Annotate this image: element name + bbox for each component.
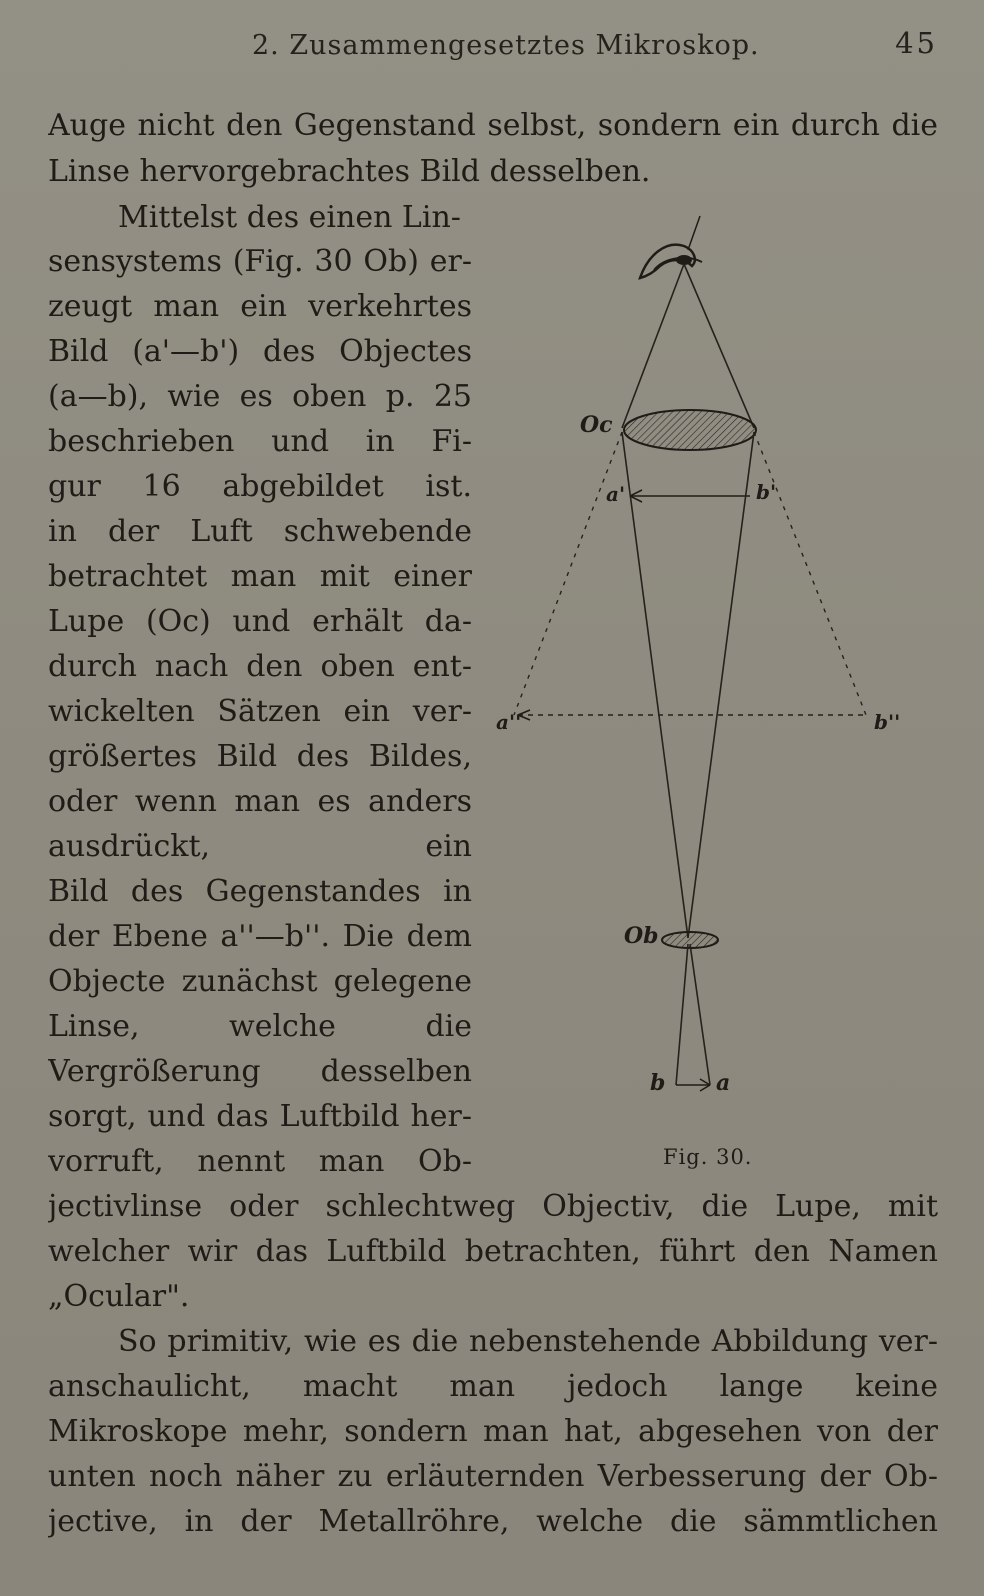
- text-line: gur 16 abgebildet ist.: [48, 469, 472, 504]
- ray-line: [688, 432, 754, 938]
- label-b: b: [650, 1070, 666, 1096]
- text-line: in der Luft schwebende: [48, 514, 472, 549]
- label-a-prime: a': [606, 482, 626, 506]
- text-line: größertes Bild des Bildes,: [48, 739, 472, 774]
- ray-line: [622, 264, 684, 428]
- label-a-double: a'': [496, 710, 522, 734]
- text-line: welcher wir das Luftbild betrachten, führt den Namen: [48, 1234, 938, 1269]
- ray-line: [690, 944, 710, 1085]
- text-line: wickelten Sätzen ein ver-: [48, 694, 472, 729]
- label-b-prime: b': [756, 480, 777, 504]
- label-b-double: b'': [874, 710, 901, 734]
- eye-icon: [640, 216, 702, 278]
- text-line: beschrieben und in Fi-: [48, 424, 472, 459]
- label-a: a: [716, 1070, 731, 1096]
- label-ob: Ob: [624, 923, 659, 949]
- label-oc: Oc: [580, 412, 613, 438]
- text-line: ausdrückt, ein: [48, 829, 472, 864]
- text-line: Mittelst des einen Lin-: [118, 200, 461, 235]
- text-line: Lupe (Oc) und erhält da-: [48, 604, 472, 639]
- text-line: sorgt, und das Luftbild her-: [48, 1099, 472, 1134]
- text-line: „Ocular".: [48, 1279, 190, 1314]
- text-line: betrachtet man mit einer: [48, 559, 472, 594]
- text-line: unten noch näher zu erläuternden Verbesserung der Ob-: [48, 1459, 938, 1494]
- text-line: sensystems (Fig. 30 Ob) er-: [48, 244, 472, 279]
- text-line: durch nach den oben ent-: [48, 649, 472, 684]
- text-line: Vergrößerung desselben: [48, 1054, 472, 1089]
- ray-line: [622, 432, 688, 938]
- virtual-ray: [514, 432, 622, 715]
- text-line: Linse, welche die: [48, 1009, 472, 1044]
- text-line: Mikroskope mehr, sondern man hat, abgesehen von der: [48, 1414, 938, 1449]
- text-line: jective, in der Metallröhre, welche die sämmtlichen: [48, 1504, 938, 1539]
- page-number: 45: [895, 26, 938, 60]
- text-line: Linse hervorgebrachtes Bild desselben.: [48, 154, 651, 189]
- ocular-lens: [624, 410, 756, 450]
- text-line: anschaulicht, macht man jedoch lange keine: [48, 1369, 938, 1404]
- text-line: oder wenn man es anders: [48, 784, 472, 819]
- text-line: Objecte zunächst gelegene: [48, 964, 472, 999]
- text-line: So primitiv, wie es die nebenstehende Abbildung ver-: [118, 1324, 938, 1359]
- ray-line: [676, 944, 688, 1085]
- running-title: 2. Zusammengesetztes Mikroskop.: [252, 30, 760, 61]
- text-line: vorruft, nennt man Ob-: [48, 1144, 472, 1179]
- text-line: der Ebene a''—b''. Die dem: [48, 919, 472, 954]
- text-line: zeugt man ein verkehrtes: [48, 289, 472, 324]
- text-line: Bild des Gegenstandes in: [48, 874, 472, 909]
- ray-line: [684, 264, 754, 428]
- ray-diagram: [488, 200, 948, 1170]
- text-line: jectivlinse oder schlechtweg Objectiv, die Lupe, mit: [48, 1189, 938, 1224]
- text-line: Bild (a'—b') des Objectes: [48, 334, 472, 369]
- text-line: Auge nicht den Gegenstand selbst, sondern ein durch die: [48, 108, 938, 143]
- figure-caption: Fig. 30.: [663, 1145, 753, 1169]
- text-line: (a—b), wie es oben p. 25: [48, 379, 472, 414]
- virtual-ray: [754, 432, 866, 715]
- figure-30: [488, 200, 948, 1170]
- running-head: [0, 26, 984, 66]
